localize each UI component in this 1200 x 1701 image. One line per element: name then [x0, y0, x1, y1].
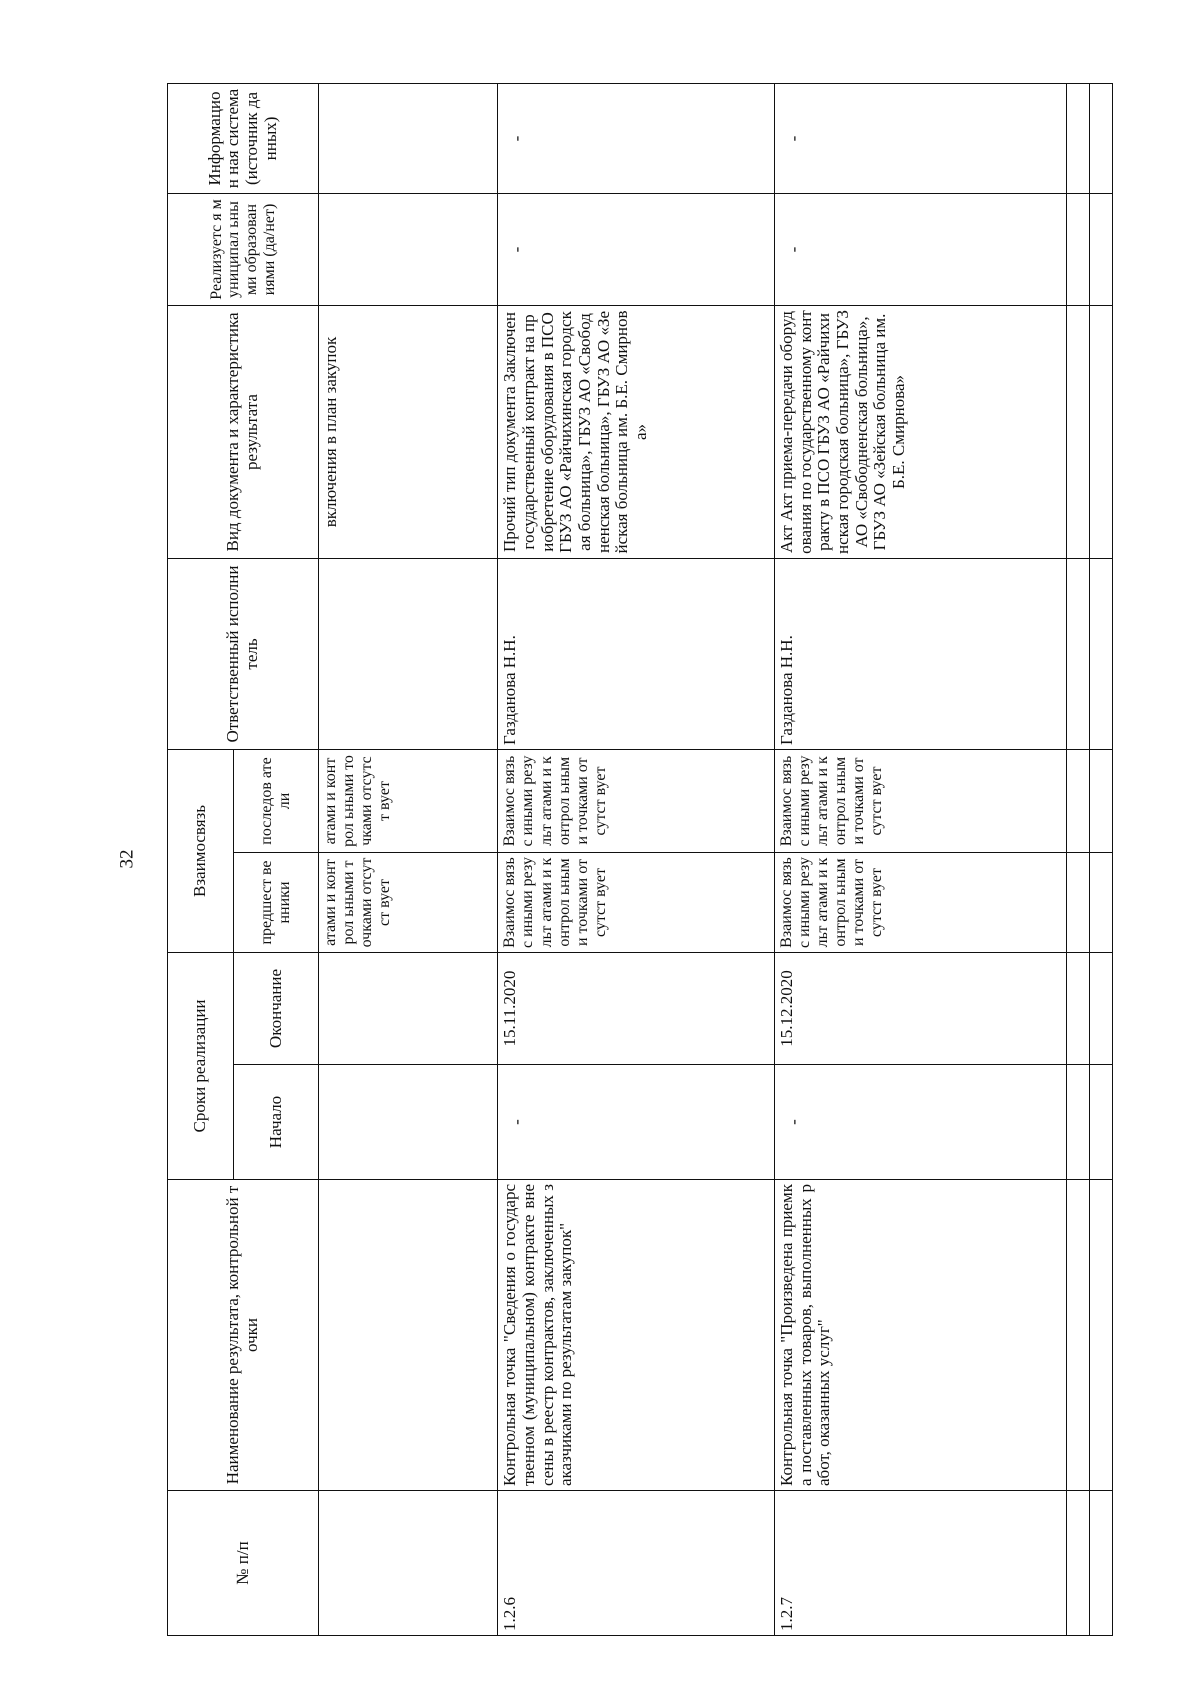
header-predecessors: предшест венники — [234, 853, 319, 953]
empty-cell — [1090, 1065, 1113, 1180]
cell-start: - — [498, 1065, 774, 1180]
cell-successors: Взаимос вязь с иными результ атами и контрол ьными точками отсутст вует — [774, 749, 1066, 852]
table-row — [1067, 83, 1090, 1635]
empty-cell — [1067, 83, 1090, 193]
cell-municipal: - — [774, 193, 1066, 305]
cell-infosystem — [319, 83, 498, 193]
cell-num: 1.2.7 — [774, 1491, 1066, 1636]
header-deadlines: Сроки реализации — [168, 953, 234, 1180]
table-row — [498, 83, 774, 1635]
header-responsible: Ответственный исполнитель — [168, 558, 319, 749]
empty-cell — [1090, 305, 1113, 558]
empty-cell — [1067, 749, 1090, 852]
empty-cell — [1090, 558, 1113, 749]
cell-predecessors: Взаимос вязь с иными результ атами и контрол ьными точками отсутст вует — [498, 853, 774, 953]
cell-infosystem: - — [498, 83, 774, 193]
cell-start — [319, 1065, 498, 1180]
cell-doc: Прочий тип документа Заключен государственный контракт на приобретение оборудования в ПСО ГБУЗ АО «Райчихинская городская больница», ГБУЗ АО «Свободненская больница», ГБУЗ АО «Зейская больница им. Б.Е. Смирнова» — [498, 305, 774, 558]
empty-cell — [1067, 1180, 1090, 1491]
header-doc: Вид документа и характеристика результата — [168, 305, 319, 558]
empty-cell — [1067, 953, 1090, 1065]
empty-cell — [1090, 193, 1113, 305]
empty-cell — [1090, 953, 1113, 1065]
empty-cell — [1090, 1491, 1113, 1636]
empty-cell — [1090, 1180, 1113, 1491]
cell-name: Контрольная точка "Сведения о государственном (муниципальном) контракте внесены в реестр контрактов, заключенных заказчиками по результатам закупок" — [498, 1180, 774, 1491]
empty-cell — [1067, 853, 1090, 953]
empty-cell — [1090, 83, 1113, 193]
page-number: 32 — [116, 849, 138, 869]
empty-cell — [1067, 1065, 1090, 1180]
header-municipal: Реализуетс я муниципал ьными образован иями (да/нет) — [168, 193, 319, 305]
cell-doc: включения в план закупок — [319, 305, 498, 558]
empty-cell — [1067, 193, 1090, 305]
header-num: № п/п — [168, 1491, 319, 1636]
cell-predecessors: Взаимос вязь с иными результ атами и контрол ьными точками отсутст вует — [774, 853, 1066, 953]
table-row — [319, 83, 498, 1635]
cell-municipal: - — [498, 193, 774, 305]
cell-end — [319, 953, 498, 1065]
cell-predecessors: атами и контрол ьными точками отсутст вует — [319, 853, 498, 953]
cell-num: 1.2.6 — [498, 1491, 774, 1636]
cell-responsible: Газданова Н.Н. — [498, 558, 774, 749]
cell-responsible — [319, 558, 498, 749]
empty-cell — [1090, 853, 1113, 953]
cell-name — [319, 1180, 498, 1491]
cell-municipal — [319, 193, 498, 305]
cell-start: - — [774, 1065, 1066, 1180]
implementation-plan-table — [167, 83, 1113, 1636]
cell-name: Контрольная точка "Произведена приемка поставленных товаров, выполненных работ, оказанных услуг" — [774, 1180, 1066, 1491]
empty-cell — [1067, 558, 1090, 749]
header-link: Взаимосвязь — [168, 749, 234, 952]
rotated-table-sheet — [167, 84, 1113, 1636]
cell-num — [319, 1491, 498, 1636]
empty-cell — [1090, 749, 1113, 852]
header-infosystem: Информацион ная система (источник данных) — [168, 83, 319, 193]
cell-end: 15.12.2020 — [774, 953, 1066, 1065]
header-end: Окончание — [234, 953, 319, 1065]
header-start: Начало — [234, 1065, 319, 1180]
cell-doc: Акт Акт приема-передачи оборудования по государственному контракту в ПСО ГБУЗ АО «Райчихинская городская больница», ГБУЗ АО «Свободненская больница», ГБУЗ АО «Зейская больница им. Б.Е. Смирнова» — [774, 305, 1066, 558]
cell-successors: атами и контрол ьными точками отсутст вует — [319, 749, 498, 852]
cell-successors: Взаимос вязь с иными результ атами и контрол ьными точками отсутст вует — [498, 749, 774, 852]
cell-end: 15.11.2020 — [498, 953, 774, 1065]
table-rotator — [167, 84, 1113, 1636]
cell-infosystem: - — [774, 83, 1066, 193]
table-row — [1090, 83, 1113, 1635]
empty-cell — [1067, 1491, 1090, 1636]
table-row — [774, 83, 1066, 1635]
header-name: Наименование результата, контрольной точки — [168, 1180, 319, 1491]
empty-cell — [1067, 305, 1090, 558]
header-successors: последов атели — [234, 749, 319, 852]
cell-responsible: Газданова Н.Н. — [774, 558, 1066, 749]
